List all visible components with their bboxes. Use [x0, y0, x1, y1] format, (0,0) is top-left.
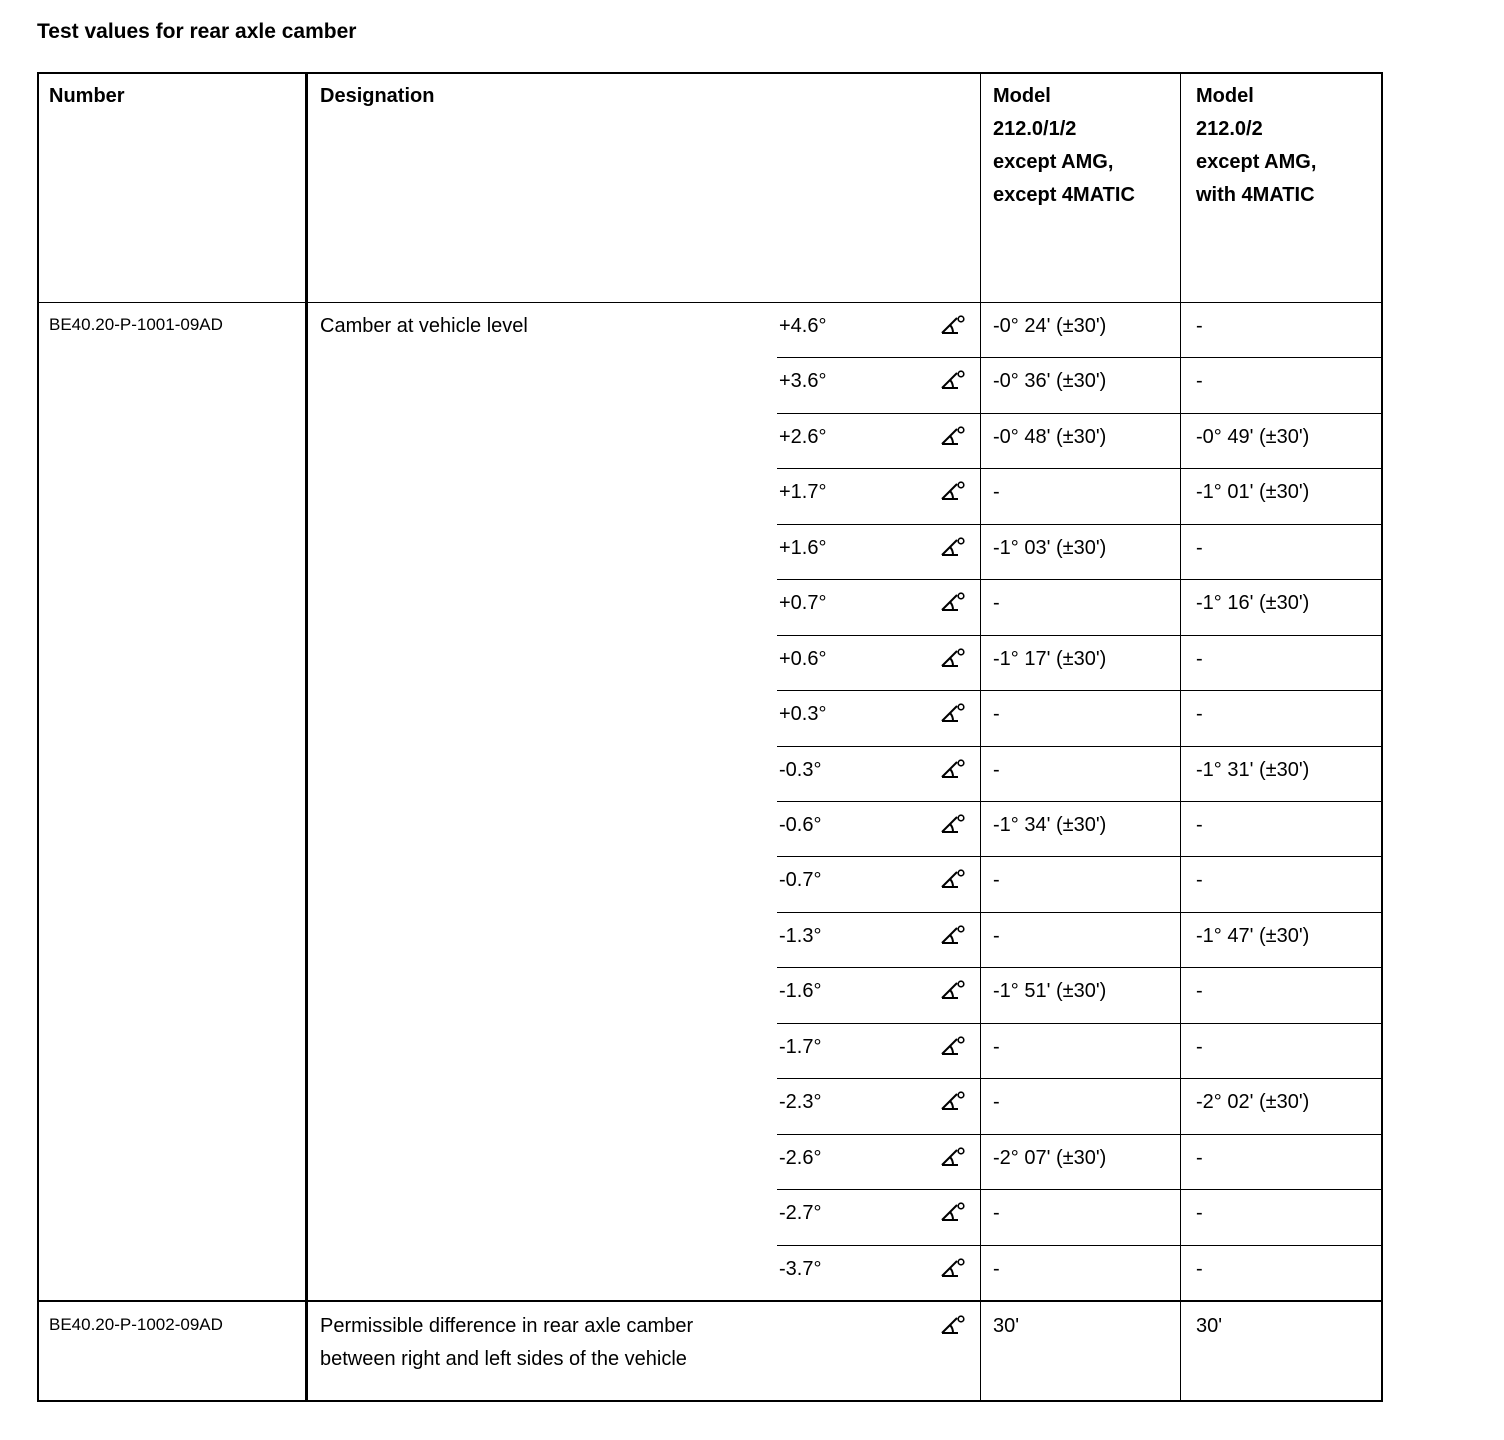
angle-degree-icon: [941, 1090, 965, 1112]
model-b-value: -1° 31' (±30'): [1196, 759, 1310, 781]
angle-degree-icon: [941, 314, 965, 336]
model-b-value: -: [1196, 1036, 1203, 1058]
level-value: +0.3°: [779, 703, 827, 725]
row2-number: BE40.20-P-1002-09AD: [49, 1315, 223, 1334]
model-b-value: -0° 49' (±30'): [1196, 426, 1310, 448]
angle-degree-icon: [941, 1035, 965, 1057]
level-row-divider: [777, 690, 1381, 691]
document-title: Test values for rear axle camber: [37, 20, 357, 43]
model-b-value: -2° 02' (±30'): [1196, 1091, 1310, 1113]
angle-degree-icon: [941, 1146, 965, 1168]
angle-degree-icon: [941, 591, 965, 613]
model-b-value: -: [1196, 1147, 1203, 1169]
model-b-value: -: [1196, 370, 1203, 392]
angle-degree-icon: [941, 647, 965, 669]
model-a-value: -1° 17' (±30'): [993, 648, 1107, 670]
header-model-b-line: Model: [1196, 85, 1254, 107]
level-row-divider: [777, 579, 1381, 580]
model-a-value: -: [993, 1036, 1000, 1058]
model-a-value: -0° 48' (±30'): [993, 426, 1107, 448]
level-value: +3.6°: [779, 370, 827, 392]
column-divider: [305, 74, 308, 1402]
model-b-value: -1° 47' (±30'): [1196, 925, 1310, 947]
level-row-divider: [777, 1023, 1381, 1024]
level-value: +0.6°: [779, 648, 827, 670]
header-model-b-line: except AMG,: [1196, 151, 1317, 173]
model-b-value: -1° 16' (±30'): [1196, 592, 1310, 614]
row1-number: BE40.20-P-1001-09AD: [49, 315, 223, 334]
model-a-value: -1° 34' (±30'): [993, 814, 1107, 836]
header-designation: Designation: [320, 85, 435, 107]
model-b-value: -: [1196, 1202, 1203, 1224]
level-row-divider: [777, 912, 1381, 913]
level-value: -0.6°: [779, 814, 822, 836]
angle-degree-icon: [941, 702, 965, 724]
level-row-divider: [777, 1134, 1381, 1135]
level-row-divider: [777, 967, 1381, 968]
level-value: -1.3°: [779, 925, 822, 947]
model-a-value: -: [993, 592, 1000, 614]
level-value: -0.7°: [779, 869, 822, 891]
level-value: -2.6°: [779, 1147, 822, 1169]
level-row-divider: [777, 1245, 1381, 1246]
angle-degree-icon: [941, 813, 965, 835]
level-value: +1.7°: [779, 481, 827, 503]
header-model-a-line: 212.0/1/2: [993, 118, 1077, 140]
level-value: -3.7°: [779, 1258, 822, 1280]
model-a-value: -: [993, 759, 1000, 781]
header-model-a-line: except 4MATIC: [993, 184, 1135, 206]
level-row-divider: [777, 357, 1381, 358]
level-row-divider: [777, 413, 1381, 414]
level-value: -0.3°: [779, 759, 822, 781]
level-value: +1.6°: [779, 537, 827, 559]
model-a-value: -0° 24' (±30'): [993, 315, 1107, 337]
level-row-divider: [777, 856, 1381, 857]
angle-degree-icon: [941, 1314, 965, 1336]
model-a-value: -: [993, 1202, 1000, 1224]
row-divider: [39, 1300, 1381, 1302]
model-a-value: -: [993, 1258, 1000, 1280]
angle-degree-icon: [941, 369, 965, 391]
level-row-divider: [777, 635, 1381, 636]
model-a-value: -2° 07' (±30'): [993, 1147, 1107, 1169]
header-model-a-line: except AMG,: [993, 151, 1114, 173]
model-a-value: -1° 51' (±30'): [993, 980, 1107, 1002]
header-model-b-line: with 4MATIC: [1196, 184, 1315, 206]
model-b-value: -: [1196, 537, 1203, 559]
column-divider: [980, 74, 981, 1402]
row2-model-b: 30': [1196, 1315, 1223, 1337]
angle-degree-icon: [941, 924, 965, 946]
level-value: -2.7°: [779, 1202, 822, 1224]
model-a-value: -: [993, 481, 1000, 503]
column-divider: [1180, 74, 1181, 1402]
level-row-divider: [777, 524, 1381, 525]
angle-degree-icon: [941, 1257, 965, 1279]
angle-degree-icon: [941, 480, 965, 502]
angle-degree-icon: [941, 1201, 965, 1223]
header-number: Number: [49, 85, 125, 107]
model-b-value: -: [1196, 315, 1203, 337]
level-row-divider: [777, 1189, 1381, 1190]
header-divider: [39, 302, 1381, 303]
model-a-value: -0° 36' (±30'): [993, 370, 1107, 392]
model-b-value: -: [1196, 814, 1203, 836]
model-b-value: -: [1196, 648, 1203, 670]
model-b-value: -1° 01' (±30'): [1196, 481, 1310, 503]
model-a-value: -: [993, 869, 1000, 891]
model-a-value: -1° 03' (±30'): [993, 537, 1107, 559]
header-model-a-line: Model: [993, 85, 1051, 107]
angle-degree-icon: [941, 868, 965, 890]
level-row-divider: [777, 746, 1381, 747]
row2-model-a: 30': [993, 1315, 1020, 1337]
level-value: +0.7°: [779, 592, 827, 614]
level-value: +4.6°: [779, 315, 827, 337]
level-row-divider: [777, 468, 1381, 469]
model-b-value: -: [1196, 1258, 1203, 1280]
model-b-value: -: [1196, 869, 1203, 891]
row1-designation: Camber at vehicle level: [320, 315, 528, 337]
angle-degree-icon: [941, 536, 965, 558]
model-a-value: -: [993, 925, 1000, 947]
level-value: +2.6°: [779, 426, 827, 448]
level-value: -1.6°: [779, 980, 822, 1002]
level-row-divider: [777, 1078, 1381, 1079]
header-model-b-line: 212.0/2: [1196, 118, 1263, 140]
level-value: -1.7°: [779, 1036, 822, 1058]
model-a-value: -: [993, 703, 1000, 725]
camber-table: [37, 72, 1383, 1402]
level-row-divider: [777, 801, 1381, 802]
model-b-value: -: [1196, 980, 1203, 1002]
row2-designation: Permissible difference in rear axle camber between right and left sides of the vehicle: [320, 1315, 694, 1370]
angle-degree-icon: [941, 979, 965, 1001]
model-b-value: -: [1196, 703, 1203, 725]
angle-degree-icon: [941, 758, 965, 780]
angle-degree-icon: [941, 425, 965, 447]
level-value: -2.3°: [779, 1091, 822, 1113]
model-a-value: -: [993, 1091, 1000, 1113]
